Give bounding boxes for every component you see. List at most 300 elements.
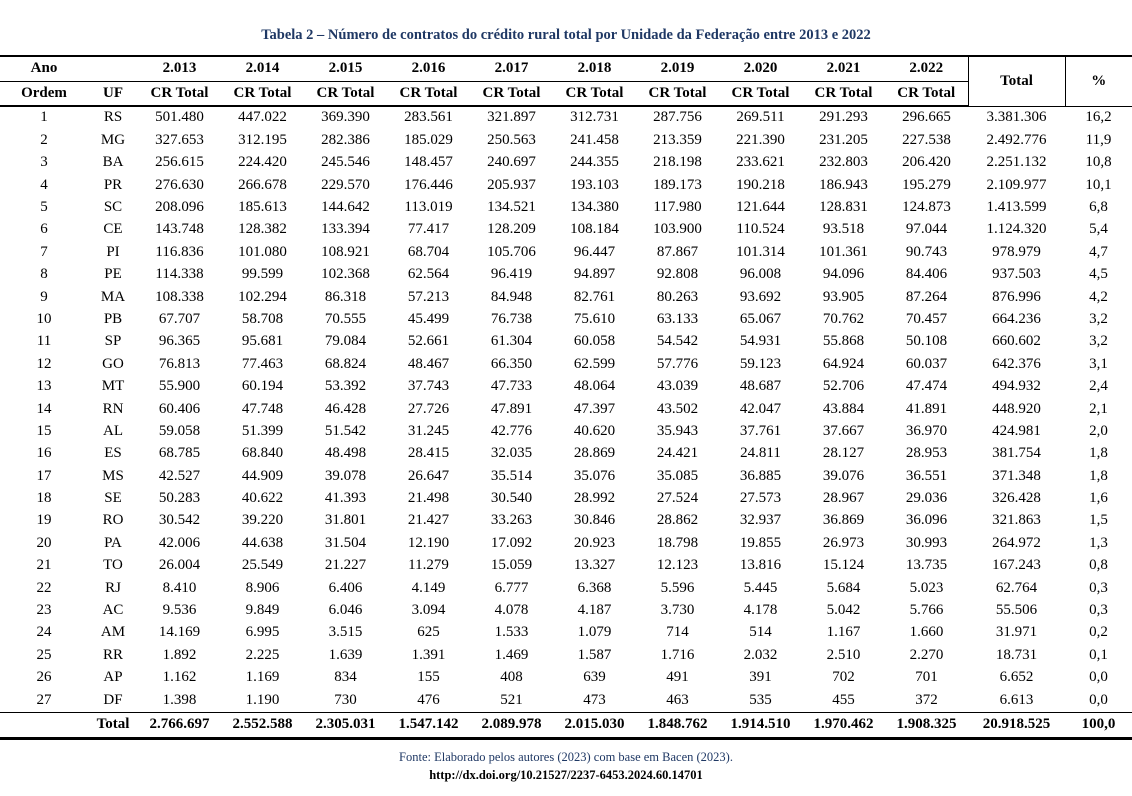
cell-year-value: 53.392: [324, 378, 367, 395]
cell-year-value: 3.730: [660, 602, 695, 619]
header-cr-total-2019: CR Total: [636, 82, 719, 107]
cell-year-value: 59.123: [739, 355, 782, 372]
cell-year-value: 79.084: [324, 333, 367, 350]
cell-year-value: 44.909: [241, 467, 284, 484]
header-cr-total-2014: CR Total: [221, 82, 304, 107]
cell-row-total: 31.971: [995, 624, 1038, 641]
cell-year-value: 6.995: [245, 624, 280, 641]
header-cr-total-2013: CR Total: [138, 82, 221, 107]
cell-year-value: 42.047: [739, 400, 782, 417]
cell-year-value: 75.610: [573, 310, 616, 327]
header-percent: %: [1065, 56, 1132, 106]
cell-row-total: 326.428: [992, 490, 1041, 507]
cell-year-value: 33.263: [490, 512, 533, 529]
cell-row-total: 18.731: [995, 646, 1038, 663]
cell-year-value: 14.169: [158, 624, 201, 641]
cell-year-value: 193.103: [570, 176, 619, 193]
cell-ordem: 6: [40, 221, 48, 238]
cell-row-pct: 0,3: [1089, 602, 1108, 619]
cell-year-value: 93.692: [739, 288, 782, 305]
cell-year-value: 27.524: [656, 490, 699, 507]
cell-year-value: 266.678: [238, 176, 287, 193]
cell-year-value: 108.921: [321, 243, 370, 260]
cell-year-value: 70.762: [822, 310, 865, 327]
cell-empty: [0, 712, 88, 738]
cell-year-value: 233.621: [736, 154, 785, 171]
cell-year-value: 1.914.510: [719, 712, 802, 738]
cell-row-total: 2.251.132: [986, 154, 1047, 171]
table-row: [0, 555, 1132, 577]
cell-year-value: 287.756: [653, 109, 702, 126]
cell-row-pct: 2,1: [1089, 400, 1108, 417]
table-row: [0, 309, 1132, 331]
table-row: [0, 152, 1132, 174]
header-year-2013: 2.013: [138, 56, 221, 82]
cell-year-value: 96.365: [158, 333, 201, 350]
cell-ordem: 13: [36, 378, 52, 395]
cell-row-pct: 4,7: [1089, 243, 1108, 260]
cell-row-pct: 1,5: [1089, 512, 1108, 529]
cell-year-value: 4.187: [577, 602, 612, 619]
cell-uf: SC: [103, 199, 123, 215]
cell-year-value: 62.599: [573, 355, 616, 372]
cell-year-value: 35.076: [573, 467, 616, 484]
cell-uf: PA: [104, 534, 122, 551]
table-row: [0, 174, 1132, 196]
cell-year-value: 70.457: [905, 310, 948, 327]
cell-year-value: 2.510: [826, 646, 861, 663]
cell-row-total: 937.503: [992, 266, 1041, 283]
cell-year-value: 46.428: [324, 400, 367, 417]
cell-year-value: 101.080: [238, 243, 287, 260]
total-row-label: Total: [88, 712, 138, 738]
cell-year-value: 24.811: [740, 445, 781, 462]
cell-year-value: 9.536: [162, 602, 197, 619]
cell-year-value: 231.205: [819, 131, 868, 148]
cell-ordem: 10: [36, 310, 52, 327]
cell-year-value: 701: [915, 669, 938, 686]
cell-year-value: 4.078: [494, 602, 529, 619]
cell-ordem: 18: [36, 490, 52, 507]
cell-uf: SP: [104, 333, 122, 350]
cell-year-value: 218.198: [653, 154, 702, 171]
cell-year-value: 15.059: [490, 557, 533, 574]
cell-year-value: 76.738: [490, 310, 533, 327]
cell-year-value: 86.318: [324, 288, 367, 305]
cell-row-pct: 16,2: [1085, 109, 1112, 126]
cell-year-value: 1.079: [577, 624, 612, 641]
cell-year-value: 40.622: [241, 490, 284, 507]
cell-year-value: 2.270: [909, 646, 944, 663]
cell-ordem: 25: [36, 646, 52, 663]
cell-ordem: 19: [36, 512, 52, 529]
header-year-2022: 2.022: [885, 56, 968, 82]
cell-year-value: 96.008: [739, 266, 782, 283]
cell-year-value: 93.905: [822, 288, 865, 305]
cell-year-value: 92.808: [656, 266, 699, 283]
cell-year-value: 8.906: [245, 579, 280, 596]
cell-year-value: 43.502: [656, 400, 699, 417]
cell-uf: BA: [102, 154, 124, 171]
table-row: [0, 689, 1132, 712]
cell-year-value: 283.561: [404, 109, 453, 126]
cell-year-value: 702: [832, 669, 855, 686]
cell-year-value: 256.615: [155, 154, 204, 171]
cell-year-value: 1.892: [162, 646, 197, 663]
cell-year-value: 68.840: [241, 445, 284, 462]
cell-year-value: 1.169: [245, 669, 280, 686]
cell-year-value: 190.218: [736, 176, 785, 193]
table-row: [0, 667, 1132, 689]
cell-year-value: 37.667: [822, 422, 865, 439]
cell-row-pct: 0,0: [1089, 669, 1108, 686]
header-cr-total-2021: CR Total: [802, 82, 885, 107]
cell-year-value: 1.970.462: [802, 712, 885, 738]
cell-year-value: 21.427: [407, 512, 450, 529]
cell-year-value: 224.420: [238, 154, 287, 171]
header-cr-total-2015: CR Total: [304, 82, 387, 107]
cell-year-value: 77.463: [241, 355, 284, 372]
cell-year-value: 19.855: [739, 534, 782, 551]
cell-year-value: 186.943: [819, 176, 868, 193]
cell-year-value: 20.923: [573, 534, 616, 551]
cell-row-total: 448.920: [992, 400, 1041, 417]
cell-row-pct: 4,2: [1089, 288, 1108, 305]
cell-year-value: 102.294: [238, 288, 287, 305]
cell-year-value: 229.570: [321, 176, 370, 193]
cell-year-value: 42.006: [158, 534, 201, 551]
cell-year-value: 41.393: [324, 490, 367, 507]
cell-year-value: 221.390: [736, 131, 785, 148]
cell-row-total: 1.413.599: [986, 199, 1047, 215]
cell-year-value: 128.209: [487, 221, 536, 238]
header-cr-total-2022: CR Total: [885, 82, 968, 107]
cell-year-value: 1.547.142: [387, 712, 470, 738]
header-cr-total-2017: CR Total: [470, 82, 553, 107]
cell-year-value: 250.563: [487, 131, 536, 148]
cell-year-value: 55.868: [822, 333, 865, 350]
table-footer-row: [0, 712, 1132, 738]
cell-year-value: 369.390: [321, 109, 370, 126]
header-total: Total: [968, 56, 1065, 106]
table-row: [0, 264, 1132, 286]
cell-row-pct: 0,1: [1089, 646, 1108, 663]
cell-year-value: 473: [583, 691, 606, 708]
cell-year-value: 43.039: [656, 378, 699, 395]
cell-row-total: 642.376: [992, 355, 1041, 372]
cell-year-value: 36.096: [905, 512, 948, 529]
cell-uf: CE: [103, 221, 123, 238]
cell-year-value: 84.948: [490, 288, 533, 305]
cell-year-value: 2.552.588: [221, 712, 304, 738]
cell-row-pct: 3,1: [1089, 355, 1108, 372]
cell-year-value: 60.194: [241, 378, 284, 395]
cell-row-total: 167.243: [992, 557, 1041, 574]
cell-year-value: 68.704: [407, 243, 450, 260]
cell-year-value: 68.824: [324, 355, 367, 372]
cell-year-value: 70.555: [324, 310, 367, 327]
total-row: [0, 712, 1132, 738]
cell-uf: PR: [103, 176, 123, 193]
cell-year-value: 47.474: [905, 378, 948, 395]
cell-row-total: 62.764: [995, 579, 1038, 596]
table-row: [0, 510, 1132, 532]
cell-year-value: 65.067: [739, 310, 782, 327]
cell-year-value: 1.162: [162, 669, 197, 686]
cell-year-value: 51.542: [324, 422, 367, 439]
cell-year-value: 476: [417, 691, 440, 708]
cell-year-value: 105.706: [487, 243, 536, 260]
cell-year-value: 1.660: [909, 624, 944, 641]
cell-year-value: 1.587: [577, 646, 612, 663]
cell-year-value: 5.023: [909, 579, 944, 596]
cell-year-value: 94.897: [573, 266, 616, 283]
cell-year-value: 94.096: [822, 266, 865, 283]
cell-ordem: 5: [40, 199, 48, 215]
cell-row-total: 3.381.306: [986, 109, 1047, 126]
table-row: [0, 577, 1132, 599]
cell-year-value: 97.044: [905, 221, 948, 238]
cell-year-value: 8.410: [162, 579, 197, 596]
header-row-years: [0, 56, 1132, 82]
cell-year-value: 501.480: [155, 109, 204, 126]
cell-year-value: 241.458: [570, 131, 619, 148]
cell-year-value: 26.647: [407, 467, 450, 484]
cell-year-value: 730: [334, 691, 357, 708]
header-ano: Ano: [0, 56, 88, 82]
cell-uf: PE: [104, 266, 122, 283]
cell-year-value: 84.406: [905, 266, 948, 283]
cell-year-value: 47.891: [490, 400, 533, 417]
cell-year-value: 1.391: [411, 646, 446, 663]
cell-year-value: 144.642: [321, 199, 370, 215]
table-body: [0, 106, 1132, 712]
cell-ordem: 17: [36, 467, 52, 484]
cell-year-value: 291.293: [819, 109, 868, 126]
cell-year-value: 31.245: [407, 422, 450, 439]
cell-year-value: 282.386: [321, 131, 370, 148]
cell-year-value: 39.220: [241, 512, 284, 529]
cell-year-value: 18.798: [656, 534, 699, 551]
cell-year-value: 3.094: [411, 602, 446, 619]
cell-year-value: 176.446: [404, 176, 453, 193]
cell-year-value: 48.467: [407, 355, 450, 372]
table-source-note: [0, 740, 1132, 784]
cell-year-value: 639: [583, 669, 606, 686]
cell-year-value: 25.549: [241, 557, 284, 574]
cell-row-total: 664.236: [992, 310, 1041, 327]
cell-year-value: 51.399: [241, 422, 284, 439]
cell-year-value: 44.638: [241, 534, 284, 551]
cell-year-value: 134.521: [487, 199, 536, 215]
cell-year-value: 1.469: [494, 646, 529, 663]
cell-year-value: 269.511: [736, 109, 785, 126]
cell-uf: PI: [106, 243, 120, 260]
cell-year-value: 66.350: [490, 355, 533, 372]
cell-year-value: 36.970: [905, 422, 948, 439]
cell-year-value: 28.415: [407, 445, 450, 462]
cell-row-pct: 1,8: [1089, 445, 1108, 462]
cell-uf: PB: [103, 310, 123, 327]
cell-year-value: 535: [749, 691, 772, 708]
cell-ordem: 22: [36, 579, 52, 596]
cell-year-value: 32.035: [490, 445, 533, 462]
cell-year-value: 62.564: [407, 266, 450, 283]
cell-year-value: 35.514: [490, 467, 533, 484]
table-row: [0, 129, 1132, 151]
cell-year-value: 64.924: [822, 355, 865, 372]
cell-year-value: 714: [666, 624, 689, 641]
cell-year-value: 90.743: [905, 243, 948, 260]
cell-year-value: 312.195: [238, 131, 287, 148]
cell-year-value: 3.515: [328, 624, 363, 641]
cell-year-value: 67.707: [158, 310, 201, 327]
cell-year-value: 37.761: [739, 422, 782, 439]
cell-year-value: 82.761: [573, 288, 616, 305]
cell-uf: AL: [103, 422, 123, 439]
header-year-2014: 2.014: [221, 56, 304, 82]
cell-year-value: 28.967: [822, 490, 865, 507]
table-row: [0, 353, 1132, 375]
cell-year-value: 321.897: [487, 109, 536, 126]
cell-year-value: 101.314: [736, 243, 785, 260]
cell-year-value: 41.891: [905, 400, 948, 417]
cell-year-value: 103.900: [653, 221, 702, 238]
cell-year-value: 13.735: [905, 557, 948, 574]
cell-year-value: 391: [749, 669, 772, 686]
cell-row-total: 6.652: [999, 669, 1034, 686]
cell-year-value: 50.108: [905, 333, 948, 350]
cell-year-value: 121.644: [736, 199, 785, 215]
cell-year-value: 54.931: [739, 333, 782, 350]
cell-year-value: 514: [749, 624, 772, 641]
cell-year-value: 30.540: [490, 490, 533, 507]
cell-row-total: 494.932: [992, 378, 1041, 395]
cell-year-value: 185.029: [404, 131, 453, 148]
table-row: [0, 376, 1132, 398]
cell-year-value: 31.504: [324, 534, 367, 551]
cell-year-value: 408: [500, 669, 523, 686]
cell-row-total: 1.124.320: [986, 221, 1047, 238]
cell-year-value: 1.190: [245, 691, 280, 708]
cell-ordem: 20: [36, 534, 52, 551]
cell-year-value: 447.022: [238, 109, 287, 126]
cell-year-value: 37.743: [407, 378, 450, 395]
header-row-labels: [0, 82, 1132, 107]
cell-year-value: 28.992: [573, 490, 616, 507]
cell-year-value: 6.777: [494, 579, 529, 596]
cell-year-value: 1.533: [494, 624, 529, 641]
cell-year-value: 28.127: [822, 445, 865, 462]
cell-row-pct: 6,8: [1089, 199, 1108, 215]
cell-year-value: 2.305.031: [304, 712, 387, 738]
table-row: [0, 622, 1132, 644]
cell-year-value: 95.681: [241, 333, 284, 350]
cell-year-value: 87.264: [905, 288, 948, 305]
cell-year-value: 96.447: [573, 243, 616, 260]
cell-year-value: 17.092: [490, 534, 533, 551]
cell-ordem: 1: [40, 109, 48, 126]
header-empty-cell: [88, 56, 138, 82]
cell-row-total: 20.918.525: [968, 712, 1065, 738]
header-year-2018: 2.018: [553, 56, 636, 82]
cell-year-value: 30.846: [573, 512, 616, 529]
cell-uf: RN: [102, 400, 124, 417]
cell-year-value: 232.803: [819, 154, 868, 171]
cell-year-value: 134.380: [570, 199, 619, 215]
cell-year-value: 245.546: [321, 154, 370, 171]
cell-uf: MT: [101, 378, 125, 395]
cell-uf: ES: [104, 445, 122, 462]
cell-year-value: 28.953: [905, 445, 948, 462]
cell-year-value: 625: [417, 624, 440, 641]
cell-row-pct: 1,3: [1089, 534, 1108, 551]
header-cr-total-2020: CR Total: [719, 82, 802, 107]
cell-year-value: 57.213: [407, 288, 450, 305]
cell-year-value: 5.684: [826, 579, 861, 596]
table-row: [0, 443, 1132, 465]
cell-year-value: 58.708: [241, 310, 284, 327]
cell-uf: MA: [100, 288, 126, 305]
cell-year-value: 80.263: [656, 288, 699, 305]
cell-year-value: 93.518: [822, 221, 865, 238]
cell-uf: TO: [103, 557, 123, 574]
cell-year-value: 124.873: [902, 199, 951, 215]
cell-row-pct: 5,4: [1089, 221, 1108, 238]
cell-year-value: 5.766: [909, 602, 944, 619]
cell-year-value: 155: [417, 669, 440, 686]
cell-year-value: 47.748: [241, 400, 284, 417]
source-line: Fonte: Elaborado pelos autores (2023) com base em Bacen (2023).: [399, 749, 733, 764]
cell-year-value: 9.849: [245, 602, 280, 619]
cell-year-value: 36.869: [822, 512, 865, 529]
cell-year-value: 60.037: [905, 355, 948, 372]
cell-year-value: 12.123: [656, 557, 699, 574]
cell-year-value: 227.538: [902, 131, 951, 148]
cell-row-pct: 11,9: [1085, 131, 1112, 148]
cell-year-value: 15.124: [822, 557, 865, 574]
header-year-2019: 2.019: [636, 56, 719, 82]
cell-year-value: 55.900: [158, 378, 201, 395]
cell-year-value: 6.406: [328, 579, 363, 596]
cell-year-value: 244.355: [570, 154, 619, 171]
cell-year-value: 27.573: [739, 490, 782, 507]
cell-uf: RR: [102, 646, 123, 663]
header-ordem: Ordem: [0, 82, 88, 107]
cell-uf: DF: [103, 691, 123, 708]
cell-ordem: 21: [36, 557, 52, 574]
cell-year-value: 6.368: [577, 579, 612, 596]
table-row: [0, 241, 1132, 263]
cell-row-total: 660.602: [992, 333, 1041, 350]
cell-year-value: 47.397: [573, 400, 616, 417]
cell-year-value: 28.862: [656, 512, 699, 529]
cell-row-pct: 10,8: [1085, 154, 1112, 171]
cell-ordem: 24: [36, 624, 52, 641]
cell-row-total: 55.506: [995, 602, 1038, 619]
cell-year-value: 52.661: [407, 333, 450, 350]
cell-ordem: 11: [36, 333, 52, 350]
cell-row-pct: 0,3: [1089, 579, 1108, 596]
cell-row-total: 381.754: [992, 445, 1041, 462]
cell-ordem: 14: [36, 400, 52, 417]
cell-year-value: 43.884: [822, 400, 865, 417]
table-row: [0, 331, 1132, 353]
cell-year-value: 2.225: [245, 646, 280, 663]
cell-ordem: 23: [36, 602, 52, 619]
cell-year-value: 35.085: [656, 467, 699, 484]
cell-year-value: 61.304: [490, 333, 533, 350]
